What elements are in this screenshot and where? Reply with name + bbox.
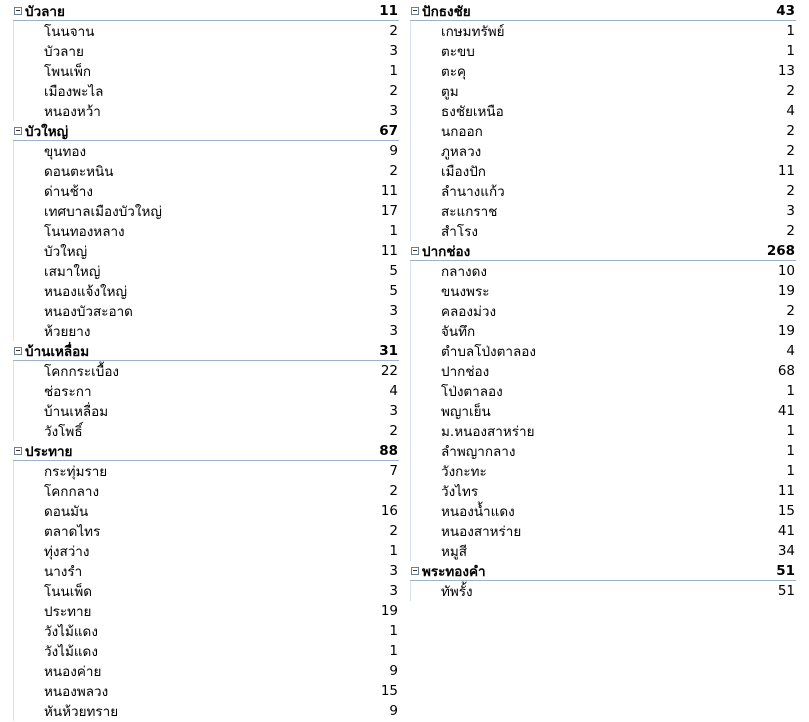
row-value: 11 xyxy=(380,183,398,199)
row-label: โนนเพ็ด xyxy=(44,584,92,600)
pivot-row[interactable] xyxy=(14,581,399,601)
collapse-minus-icon[interactable] xyxy=(411,247,419,255)
pivot-row[interactable] xyxy=(411,281,796,301)
row-label: เมืองปัก xyxy=(441,164,486,180)
pivot-row[interactable] xyxy=(411,61,796,81)
row-label: หนองพลวง xyxy=(44,684,109,700)
pivot-row[interactable] xyxy=(411,441,796,461)
group-rows xyxy=(13,461,399,721)
row-label: วังกะทะ xyxy=(441,464,487,480)
pivot-row[interactable] xyxy=(411,581,796,601)
collapse-minus-icon[interactable] xyxy=(14,347,22,355)
group-header[interactable] xyxy=(13,341,399,361)
row-label: เมืองพะไล xyxy=(44,84,104,100)
row-label: บัวใหญ่ xyxy=(44,244,88,260)
row-label: หันห้วยทราย xyxy=(44,704,119,720)
group-name: บัวใหญ่ xyxy=(25,123,69,140)
row-value: 9 xyxy=(389,703,398,719)
row-label: ช่อระกา xyxy=(44,384,92,400)
row-value: 1 xyxy=(389,63,398,79)
row-value: 1 xyxy=(786,423,795,439)
row-label: หนองค่าย xyxy=(44,664,102,680)
pivot-row[interactable] xyxy=(14,161,399,181)
group-rows xyxy=(13,361,399,441)
pivot-row[interactable] xyxy=(14,241,399,261)
row-value: 1 xyxy=(786,443,795,459)
pivot-row[interactable] xyxy=(411,321,796,341)
pivot-group xyxy=(13,1,399,121)
pivot-row[interactable] xyxy=(411,521,796,541)
row-value: 22 xyxy=(380,363,398,379)
row-value: 13 xyxy=(777,63,795,79)
pivot-row[interactable] xyxy=(411,221,796,241)
row-label: เทศบาลเมืองบัวใหญ่ xyxy=(44,204,162,220)
group-header[interactable] xyxy=(13,441,399,461)
row-value: 2 xyxy=(389,423,398,439)
group-header[interactable] xyxy=(410,561,796,581)
pivot-group xyxy=(410,1,796,241)
row-label: เกษมทรัพย์ xyxy=(441,24,505,40)
group-rows xyxy=(410,581,796,601)
pivot-row[interactable] xyxy=(411,181,796,201)
group-rows xyxy=(410,21,796,241)
row-value: 1 xyxy=(786,43,795,59)
group-rows xyxy=(13,21,399,121)
row-label: นางรำ xyxy=(44,564,83,580)
row-label: ตูม xyxy=(441,84,459,100)
row-value: 3 xyxy=(389,303,398,319)
row-value: 2 xyxy=(389,483,398,499)
row-label: ด่านช้าง xyxy=(44,184,93,200)
group-rows xyxy=(410,261,796,561)
row-value: 9 xyxy=(389,143,398,159)
row-label: ขุนทอง xyxy=(44,144,87,160)
row-label: จันทึก xyxy=(441,324,476,340)
collapse-minus-icon[interactable] xyxy=(411,567,419,575)
pivot-column-right xyxy=(410,1,796,601)
group-total: 51 xyxy=(776,562,795,579)
group-name: บัวลาย xyxy=(25,3,65,20)
row-value: 3 xyxy=(389,583,398,599)
row-label: หนองบัวสะอาด xyxy=(44,304,133,320)
row-label: โนนทองหลาง xyxy=(44,224,125,240)
row-value: 10 xyxy=(777,263,795,279)
pivot-row[interactable] xyxy=(14,561,399,581)
group-name: บ้านเหลื่อม xyxy=(25,343,90,360)
pivot-group xyxy=(410,561,796,601)
pivot-row[interactable] xyxy=(14,61,399,81)
pivot-row[interactable] xyxy=(14,141,399,161)
group-header[interactable] xyxy=(410,1,796,21)
pivot-row[interactable] xyxy=(14,321,399,341)
row-value: 3 xyxy=(389,103,398,119)
row-value: 5 xyxy=(389,283,398,299)
row-value: 3 xyxy=(389,323,398,339)
row-label: โป่งตาลอง xyxy=(441,384,503,400)
row-value: 2 xyxy=(389,523,398,539)
pivot-row[interactable] xyxy=(14,641,399,661)
pivot-group xyxy=(410,241,796,561)
row-value: 19 xyxy=(777,323,795,339)
row-label: โคกกระเบื้อง xyxy=(44,364,120,380)
row-value: 4 xyxy=(786,343,795,359)
pivot-group xyxy=(13,341,399,441)
pivot-row[interactable] xyxy=(411,161,796,181)
row-label: กลางดง xyxy=(441,264,487,280)
row-label: วังไม้แดง xyxy=(44,624,98,640)
row-value: 2 xyxy=(786,83,795,99)
group-name: พระทองคำ xyxy=(422,563,486,580)
pivot-row[interactable] xyxy=(14,81,399,101)
row-label: ภูหลวง xyxy=(441,144,482,160)
row-value: 2 xyxy=(389,23,398,39)
group-name: ปากช่อง xyxy=(422,243,471,260)
group-header[interactable] xyxy=(13,1,399,21)
row-value: 1 xyxy=(786,23,795,39)
row-label: บ้านเหลื่อม xyxy=(44,404,109,420)
row-value: 1 xyxy=(389,223,398,239)
row-label: คลองม่วง xyxy=(441,304,497,320)
row-value: 15 xyxy=(380,683,398,699)
pivot-row[interactable] xyxy=(14,601,399,621)
pivot-row[interactable] xyxy=(411,401,796,421)
group-total: 67 xyxy=(379,122,398,139)
row-value: 16 xyxy=(380,503,398,519)
row-label: วังโพธิ์ xyxy=(44,424,83,440)
row-value: 1 xyxy=(786,383,795,399)
pivot-row[interactable] xyxy=(411,481,796,501)
group-header[interactable] xyxy=(13,121,399,141)
row-label: ห้วยยาง xyxy=(44,324,91,340)
row-label: วังไม้แดง xyxy=(44,644,98,660)
row-value: 2 xyxy=(786,223,795,239)
group-name: ปักธงชัย xyxy=(422,3,471,20)
pivot-row[interactable] xyxy=(14,101,399,121)
collapse-minus-icon[interactable] xyxy=(14,127,22,135)
pivot-row[interactable] xyxy=(411,101,796,121)
group-total: 31 xyxy=(379,342,398,359)
collapse-minus-icon[interactable] xyxy=(14,7,22,15)
row-value: 34 xyxy=(777,543,795,559)
row-label: นกออก xyxy=(441,124,483,140)
row-value: 41 xyxy=(777,523,795,539)
pivot-row[interactable] xyxy=(411,141,796,161)
row-label: หมูสี xyxy=(441,544,468,560)
pivot-column-left xyxy=(13,1,399,721)
pivot-row[interactable] xyxy=(14,21,399,41)
row-label: ขนงพระ xyxy=(441,284,490,300)
row-value: 1 xyxy=(786,463,795,479)
row-value: 1 xyxy=(389,543,398,559)
row-value: 2 xyxy=(786,303,795,319)
row-value: 15 xyxy=(777,503,795,519)
row-label: สำโรง xyxy=(441,224,478,240)
row-label: เสมาใหญ่ xyxy=(44,264,101,280)
pivot-row[interactable] xyxy=(411,421,796,441)
group-total: 268 xyxy=(766,242,795,259)
row-value: 3 xyxy=(389,563,398,579)
row-label: ตลาดไทร xyxy=(44,524,101,540)
row-label: หนองแจ้งใหญ่ xyxy=(44,284,128,300)
row-label: ประทาย xyxy=(44,604,92,620)
row-label: กระทุ่มราย xyxy=(44,464,108,480)
pivot-row[interactable] xyxy=(411,301,796,321)
row-value: 68 xyxy=(777,363,795,379)
row-value: 2 xyxy=(786,143,795,159)
group-rows xyxy=(13,141,399,341)
row-value: 2 xyxy=(786,183,795,199)
pivot-row[interactable] xyxy=(411,121,796,141)
row-label: วังไทร xyxy=(441,484,479,500)
group-total: 43 xyxy=(776,2,795,19)
group-header[interactable] xyxy=(410,241,796,261)
pivot-row[interactable] xyxy=(411,501,796,521)
row-value: 1 xyxy=(389,643,398,659)
row-label: ธงชัยเหนือ xyxy=(441,104,504,120)
pivot-row[interactable] xyxy=(14,201,399,221)
row-label: ทุ่งสว่าง xyxy=(44,544,90,560)
row-label: โนนจาน xyxy=(44,24,95,40)
row-value: 11 xyxy=(777,483,795,499)
pivot-row[interactable] xyxy=(411,41,796,61)
pivot-row[interactable] xyxy=(411,341,796,361)
pivot-row[interactable] xyxy=(411,21,796,41)
collapse-minus-icon[interactable] xyxy=(411,7,419,15)
row-value: 11 xyxy=(380,243,398,259)
pivot-row[interactable] xyxy=(411,361,796,381)
row-value: 19 xyxy=(380,603,398,619)
row-value: 2 xyxy=(389,163,398,179)
pivot-row[interactable] xyxy=(14,461,399,481)
row-label: ดอนมัน xyxy=(44,504,89,520)
row-label: บัวลาย xyxy=(44,44,84,60)
row-label: ตะคุ xyxy=(441,64,467,80)
pivot-row[interactable] xyxy=(14,521,399,541)
pivot-row[interactable] xyxy=(14,301,399,321)
group-total: 11 xyxy=(379,2,398,19)
pivot-row[interactable] xyxy=(14,41,399,61)
pivot-row[interactable] xyxy=(14,701,399,721)
group-name: ประทาย xyxy=(25,443,73,460)
row-value: 17 xyxy=(380,203,398,219)
pivot-row[interactable] xyxy=(411,201,796,221)
row-value: 1 xyxy=(389,623,398,639)
row-label: หนองหว้า xyxy=(44,104,101,120)
row-label: สะแกราช xyxy=(441,204,498,220)
row-value: 51 xyxy=(777,583,795,599)
row-label: ปากช่อง xyxy=(441,364,490,380)
row-value: 41 xyxy=(777,403,795,419)
row-label: พญาเย็น xyxy=(441,404,491,420)
pivot-row[interactable] xyxy=(14,381,399,401)
row-value: 9 xyxy=(389,663,398,679)
row-label: หนองน้ำแดง xyxy=(441,504,515,520)
row-label: ตะขบ xyxy=(441,44,475,60)
row-label: ตำบลโป่งตาลอง xyxy=(441,344,536,360)
pivot-row[interactable] xyxy=(14,281,399,301)
pivot-row[interactable] xyxy=(14,481,399,501)
row-label: ม.หนองสาหร่าย xyxy=(441,424,535,440)
pivot-row[interactable] xyxy=(14,501,399,521)
row-value: 11 xyxy=(777,163,795,179)
pivot-row[interactable] xyxy=(411,381,796,401)
row-value: 3 xyxy=(389,403,398,419)
group-total: 88 xyxy=(379,442,398,459)
row-label: ลำนางแก้ว xyxy=(441,184,505,200)
row-value: 3 xyxy=(389,43,398,59)
pivot-row[interactable] xyxy=(14,661,399,681)
pivot-row[interactable] xyxy=(14,361,399,381)
pivot-row[interactable] xyxy=(411,81,796,101)
pivot-group xyxy=(13,441,399,721)
pivot-row[interactable] xyxy=(411,261,796,281)
pivot-row[interactable] xyxy=(14,621,399,641)
row-value: 19 xyxy=(777,283,795,299)
pivot-row[interactable] xyxy=(14,541,399,561)
row-value: 4 xyxy=(786,103,795,119)
row-label: ลำพญากลาง xyxy=(441,444,516,460)
row-label: ดอนตะหนิน xyxy=(44,164,114,180)
pivot-row[interactable] xyxy=(411,461,796,481)
row-label: ทัพรั้ง xyxy=(441,584,473,600)
collapse-minus-icon[interactable] xyxy=(14,447,22,455)
pivot-row[interactable] xyxy=(411,541,796,561)
row-value: 2 xyxy=(389,83,398,99)
row-value: 4 xyxy=(389,383,398,399)
pivot-group xyxy=(13,121,399,341)
pivot-row[interactable] xyxy=(14,261,399,281)
row-label: โคกกลาง xyxy=(44,484,100,500)
row-value: 2 xyxy=(786,123,795,139)
row-value: 5 xyxy=(389,263,398,279)
row-label: หนองสาหร่าย xyxy=(441,524,522,540)
row-value: 3 xyxy=(786,203,795,219)
pivot-row[interactable] xyxy=(14,401,399,421)
pivot-row[interactable] xyxy=(14,681,399,701)
row-value: 7 xyxy=(389,463,398,479)
row-label: โพนเพ็ก xyxy=(44,64,92,80)
pivot-row[interactable] xyxy=(14,421,399,441)
pivot-row[interactable] xyxy=(14,181,399,201)
pivot-row[interactable] xyxy=(14,221,399,241)
